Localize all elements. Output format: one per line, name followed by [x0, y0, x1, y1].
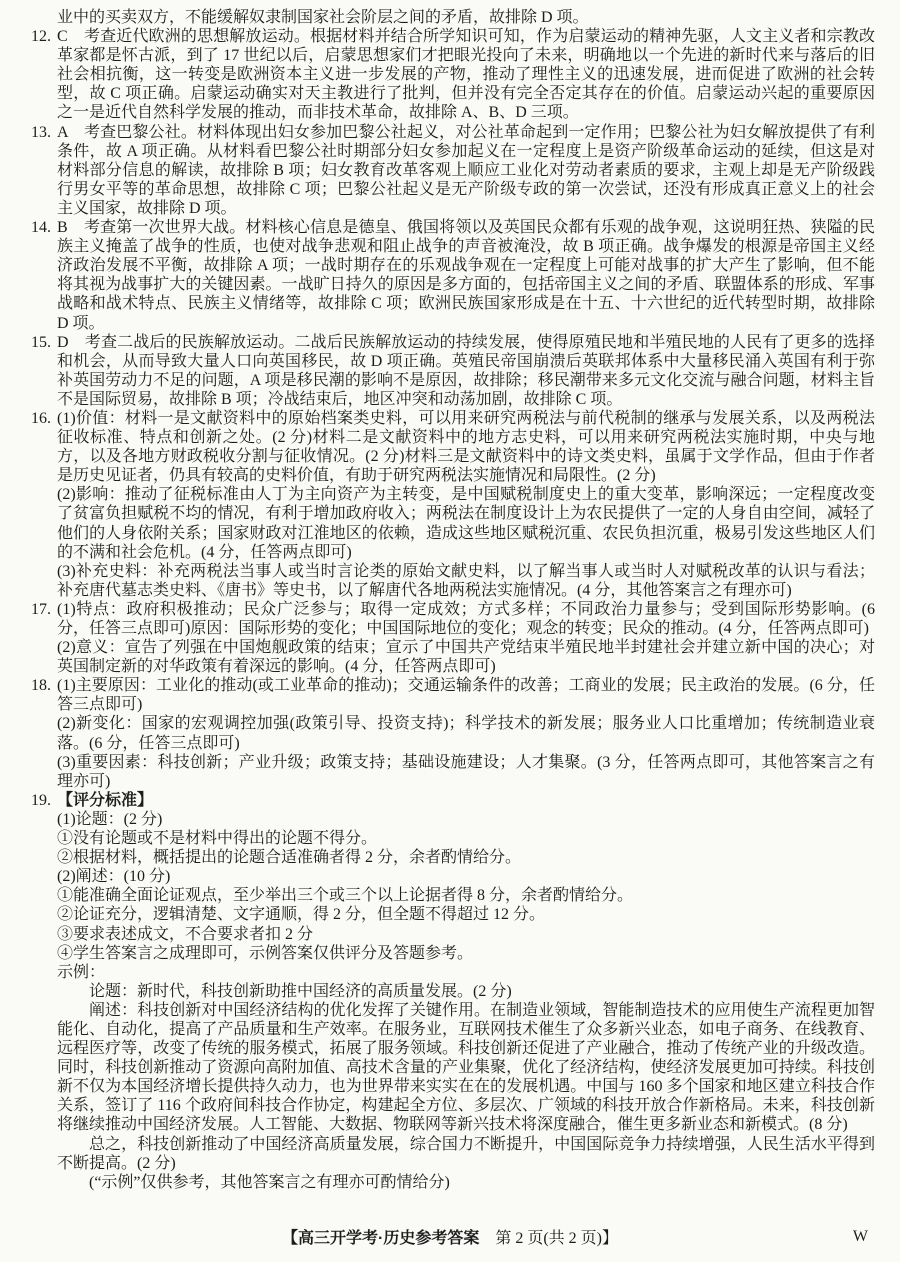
item-number-18: 18. [31, 677, 51, 695]
answer-item-17 [31, 600, 875, 676]
item-19-elaboration-rule-4: ④学生答案言之成理即可，示例答案仅供评分及答题参考。 [57, 944, 474, 962]
item-number-13: 13. [31, 123, 51, 141]
answer-document-body [31, 8, 875, 1192]
item-19-thesis-rule-2: ②根据材料，概括提出的论题合适准确者得 2 分，余者酌情给分。 [57, 849, 522, 867]
item-17-part2: (2)意义：宣告了列强在中国炮舰政策的结束；宣示了中国共产党结束半殖民地半封建社会并建立新中国的决心；对英国制定新的对华政策有着深远的影响。(4 分，任答两点即可) [57, 639, 875, 676]
item-number-12: 12. [31, 28, 51, 46]
item-number-19: 19. [31, 791, 51, 809]
item-15-analysis: D 考查二战后的民族解放运动。二战后民族解放运动的持续发展，使得原殖民地和半殖民地的人民有了更多的选择和机会，从而导致大量人口向英国移民，故 D 项正确。英殖民帝国崩溃后英联邦体系中大量移民涌入英国有利于弥补英国劳动力不足的问题，A 项是移民潮的影响不是原因，故排除；移民潮带来多元文化交流与融合问题，材料主旨不是国际贸易，故排除 B 项；冷战结束后，地区冲突和动荡加剧，故排除 C 项。 [57, 333, 875, 408]
answer-item-18 [31, 676, 875, 791]
item-number-15: 15. [31, 333, 51, 351]
item-number-17: 17. [31, 600, 51, 618]
footer-exam-title: 【高三开学考·历史参考答案 [281, 1230, 480, 1247]
item-19-thesis-rule-1: ①没有论题或不是材料中得出的论题不得分。 [57, 830, 378, 848]
item-13-analysis: A 考查巴黎公社。材料体现出妇女参加巴黎公社起义，对公社革命起到一定作用；巴黎公社为妇女解放提供了有利条件，故 A 项正确。从材料看巴黎公社时期部分妇女参加起义在一定程度上是资产阶级革命运动的延续，但这是对材料部分信息的解读，故排除 B 项；妇女教育改革客观上顺应工业化对劳动者素质的要求，主观上却是无产阶级践行男女平等的革命思想，故排除 C 项；巴黎公社起义是无产阶级专政的第一次尝试，还没有形成真正意义上的社会主义国家，故排除 D 项。 [57, 123, 875, 217]
item-18-part3: (3)重要因素：科技创新；产业升级；政策支持；基础设施建设；人才集聚。(3 分，任答两点即可，其他答案言之有理亦可) [57, 753, 875, 790]
item-16-part3: (3)补充史料：补充两税法当事人或当时言论类的原始文献史料，以了解当事人或当时人对赋税改革的认识与看法；补充唐代墓志类史料、《唐书》等史书，以了解唐代各地两税法实施情况。(4 分，其他答案言之有理亦可) [57, 562, 875, 599]
answer-item-14 [31, 218, 875, 333]
item-12-analysis: C 考查近代欧洲的思想解放运动。根据材料并结合所学知识可知，作为启蒙运动的精神先驱，人文主义者和宗教改革家都是怀古派，到了 17 世纪以后，启蒙思想家们才把眼光投向了未来，明确地以一个先进的新时代来与落后的旧社会相抗衡，这一转变是欧洲资本主义进一步发展的产物，推动了理性主义的迅速发展，进而促进了欧洲的社会转型，故 C 项正确。启蒙运动确实对天主教进行了批判，但并没有完全否定其存在的价值。启蒙运动兴起的重要原因之一是近代自然科学发展的推动，而非技术革命，故排除 A、B、D 三项。 [57, 28, 875, 122]
item-19-elaboration-rule-3: ③要求表述成文，不合要求者扣 2 分 [57, 925, 314, 943]
answer-item-16 [31, 409, 875, 600]
item-19-thesis-score: (1)论题：(2 分) [57, 810, 163, 828]
answer-item-15 [31, 333, 875, 409]
page-footer [0, 1225, 900, 1248]
item-19-example-note: (“示例”仅供参考，其他答案言之有理亦可酌情给分) [89, 1173, 450, 1191]
item-19-elaboration-score: (2)阐述：(10 分) [57, 868, 171, 886]
item-14-analysis: B 考查第一次世界大战。材料核心信息是德皇、俄国将领以及英国民众都有乐观的战争观，这说明狂热、狭隘的民族主义掩盖了战争的性质，也使对战争悲观和阻止战争的声音被淹没，故 B 项正确。战争爆发的根源是帝国主义经济政治发展不平衡，故排除 A 项；一战时期存在的乐观战争观在一定程度上可能对战事的扩大产生了影响，但不能将其视为战事扩大的关键因素。一战旷日持久的原因是多方面的，包括帝国主义之间的矛盾、联盟体系的形成、军事战略和战术特点、民族主义情绪等，故排除 C 项；欧洲民族国家形成是在十五、十六世纪的近代转型时期，故排除 D 项。 [57, 219, 875, 332]
item-19-elaboration-rule-1: ①能准确全面论证观点，至少举出三个或三个以上论据者得 8 分，余者酌情给分。 [57, 887, 634, 905]
item-19-example-conclusion: 总之，科技创新推动了中国经济高质量发展，综合国力不断提升，中国国际竞争力持续增强，人民生活水平得到不断提高。(2 分) [57, 1135, 875, 1172]
item-16-part1: (1)价值：材料一是文献资料中的原始档案类史料，可以用来研究两税法与前代税制的继承与发展关系，以及两税法征收标准、特点和创新之处。(2 分)材料二是文献资料中的地方志史料，可以用来研究两税法实施时期，中央与地方，以及各地方财政税收分割与征收情况。(2 分)材料三是文献资料中的诗文类史料，虽属于文学作品，但由于作者是历史见证者，仍具有较高的史料价值，有助于研究两税法实施情况和局限性。(2 分) [57, 409, 875, 485]
item-16-part2: (2)影响：推动了征税标准由人丁为主向资产为主转变，是中国赋税制度史上的重大变革，影响深远；一定程度改变了贫富负担赋税不均的情况，有利于增加政府收入；两税法在制度设计上为农民提供了一定的人身自由空间，减轻了他们的人身依附关系；国家财政对江淮地区的依赖，造成这些地区赋税沉重、农民负担沉重，极易引发这些地区人们的不满和社会危机。(4 分，任答两点即可) [57, 486, 875, 561]
answer-item-19 [31, 791, 875, 1192]
item-number-16: 16. [31, 409, 51, 427]
item-number-14: 14. [31, 219, 51, 237]
footer-page-number: 第 2 页(共 2 页)】 [479, 1230, 618, 1247]
item-19-example-label: 示例： [57, 963, 106, 981]
answer-item-13 [31, 123, 875, 218]
item-19-example-elaboration: 阐述：科技创新对中国经济结构的优化发挥了关键作用。在制造业领域，智能制造技术的应用使生产流程更加智能化、自动化，提高了产品质量和生产效率。在服务业，互联网技术催生了众多新兴业态，如电子商务、在线教育、远程医疗等，改变了传统的服务模式，拓展了服务领域。科技创新还促进了产业融合，推动了传统产业的升级改造。同时，科技创新推动了资源向高附加值、高技术含量的产业集聚，优化了经济结构，使经济发展更加可持续。科技创新不仅为本国经济增长提供持久动力，也为世界带来实实在在的发展机遇。中国与 160 多个国家和地区建立科技合作关系，签订了 116 个政府间科技合作协定，构建起全方位、多层次、广领域的科技开放合作新格局。未来，科技创新将继续推动中国经济发展。人工智能、大数据、物联网等新兴技术将深度融合，催生更多新业态和新模式。(8 分) [57, 1001, 875, 1134]
answer-item-12 [31, 27, 875, 122]
item-18-part1: (1)主要原因：工业化的推动(或工业革命的推动)；交通运输条件的改善；工商业的发展；民主政治的发展。(6 分，任答三点即可) [57, 677, 875, 714]
footer-version-mark: W [852, 1228, 868, 1245]
item-19-elaboration-rule-2: ②论证充分，逻辑清楚、文字通顺，得 2 分，但全题不得超过 12 分。 [57, 906, 546, 924]
item-19-example-thesis: 论题：新时代，科技创新助推中国经济的高质量发展。(2 分) [89, 982, 512, 1000]
continuation-line: 业中的买卖双方，不能缓解奴隶制国家社会阶层之间的矛盾，故排除 D 项。 [57, 9, 589, 26]
item-18-part2: (2)新变化：国家的宏观调控加强(政策引导、投资支持)；科学技术的新发展；服务业人口比重增加；传统制造业衰落。(6 分，任答三点即可) [57, 715, 875, 752]
item-19-scoring-standard-title: 【评分标准】 [57, 791, 154, 809]
item-17-part1: (1)特点：政府积极推动；民众广泛参与；取得一定成效；方式多样；不同政治力量参与；受到国际形势影响。(6 分，任答三点即可)原因：国际形势的变化；中国国际地位的变化；观念的转变；民众的推动。(4 分，任答两点即可) [57, 600, 875, 637]
